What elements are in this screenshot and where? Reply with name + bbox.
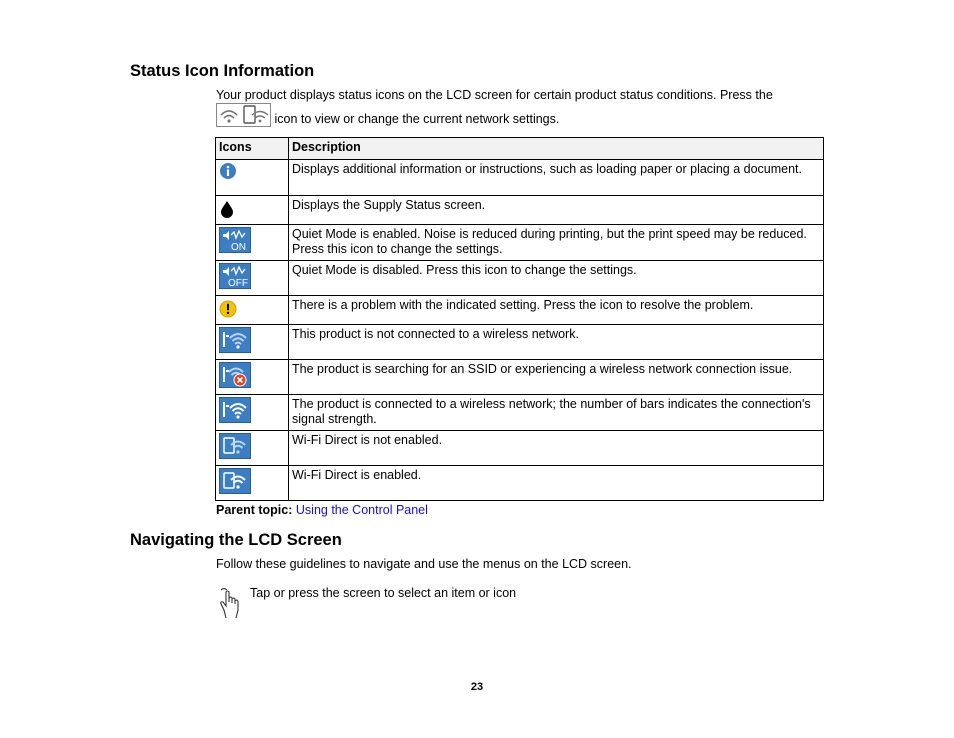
warning-icon <box>219 300 237 318</box>
description-cell: Displays the Supply Status screen. <box>289 196 824 225</box>
icon-cell <box>216 160 289 196</box>
column-header-description: Description <box>289 138 824 160</box>
svg-text:ON: ON <box>231 242 246 253</box>
table-header-row <box>216 138 824 160</box>
tap-instruction: Tap or press the screen to select an item or icon <box>250 586 517 600</box>
description-cell: The product is connected to a wireless network; the number of bars indicates the connection's signal strength. <box>289 395 824 431</box>
description-cell: There is a problem with the indicated setting. Press the icon to resolve the problem. <box>289 296 824 325</box>
intro-paragraph <box>216 87 816 131</box>
icon-cell <box>216 225 289 261</box>
table-row <box>216 325 824 360</box>
description-cell: Displays additional information or instructions, such as loading paper or placing a document. <box>289 160 824 196</box>
section-title-navigating: Navigating the LCD Screen <box>130 531 342 549</box>
table-row <box>216 296 824 325</box>
table-row <box>216 261 824 296</box>
section-title-status-icons: Status Icon Information <box>130 62 315 80</box>
wifi-direct-disabled-icon <box>219 433 251 459</box>
description-cell: Wi-Fi Direct is not enabled. <box>289 431 824 466</box>
table-row <box>216 196 824 225</box>
parent-topic <box>216 503 428 517</box>
icon-cell <box>216 296 289 325</box>
column-header-icons: Icons <box>216 138 289 160</box>
tap-hand-icon <box>218 586 244 625</box>
icon-cell <box>216 325 289 360</box>
description-cell: This product is not connected to a wireless network. <box>289 325 824 360</box>
page-number: 23 <box>470 681 484 693</box>
icon-cell <box>216 431 289 466</box>
icon-cell <box>216 196 289 225</box>
icon-cell <box>216 466 289 501</box>
wifi-connected-icon <box>219 397 251 423</box>
table-row <box>216 395 824 431</box>
description-cell: The product is searching for an SSID or experiencing a wireless network connection issue. <box>289 360 824 395</box>
description-cell: Quiet Mode is disabled. Press this icon to change the settings. <box>289 261 824 296</box>
info-icon <box>219 162 237 180</box>
icon-cell <box>216 395 289 431</box>
icon-cell <box>216 261 289 296</box>
wifi-not-connected-icon <box>219 327 251 353</box>
ink-drop-icon <box>219 198 235 218</box>
quiet-mode-off-icon <box>219 263 251 289</box>
table-row <box>216 360 824 395</box>
wifi-error-icon <box>219 362 251 388</box>
parent-topic-label: Parent topic: <box>216 503 293 517</box>
wifi-direct-enabled-icon <box>219 468 251 494</box>
status-icon-table <box>215 137 824 501</box>
network-settings-icon <box>216 103 271 131</box>
table-row <box>216 466 824 501</box>
description-cell: Quiet Mode is enabled. Noise is reduced during printing, but the print speed may be reduced. Press this icon to change the settings. <box>289 225 824 261</box>
description-cell: Wi-Fi Direct is enabled. <box>289 466 824 501</box>
table-row <box>216 160 824 196</box>
svg-text:OFF: OFF <box>228 278 248 289</box>
intro-text-after: icon to view or change the current network settings. <box>274 112 560 126</box>
parent-topic-link[interactable]: Using the Control Panel <box>295 503 428 517</box>
navigating-intro: Follow these guidelines to navigate and use the menus on the LCD screen. <box>216 557 632 571</box>
quiet-mode-on-icon <box>219 227 251 253</box>
table-row <box>216 431 824 466</box>
intro-text-before: Your product displays status icons on the LCD screen for certain product status conditions. Press the <box>216 88 773 102</box>
table-row <box>216 225 824 261</box>
icon-cell <box>216 360 289 395</box>
